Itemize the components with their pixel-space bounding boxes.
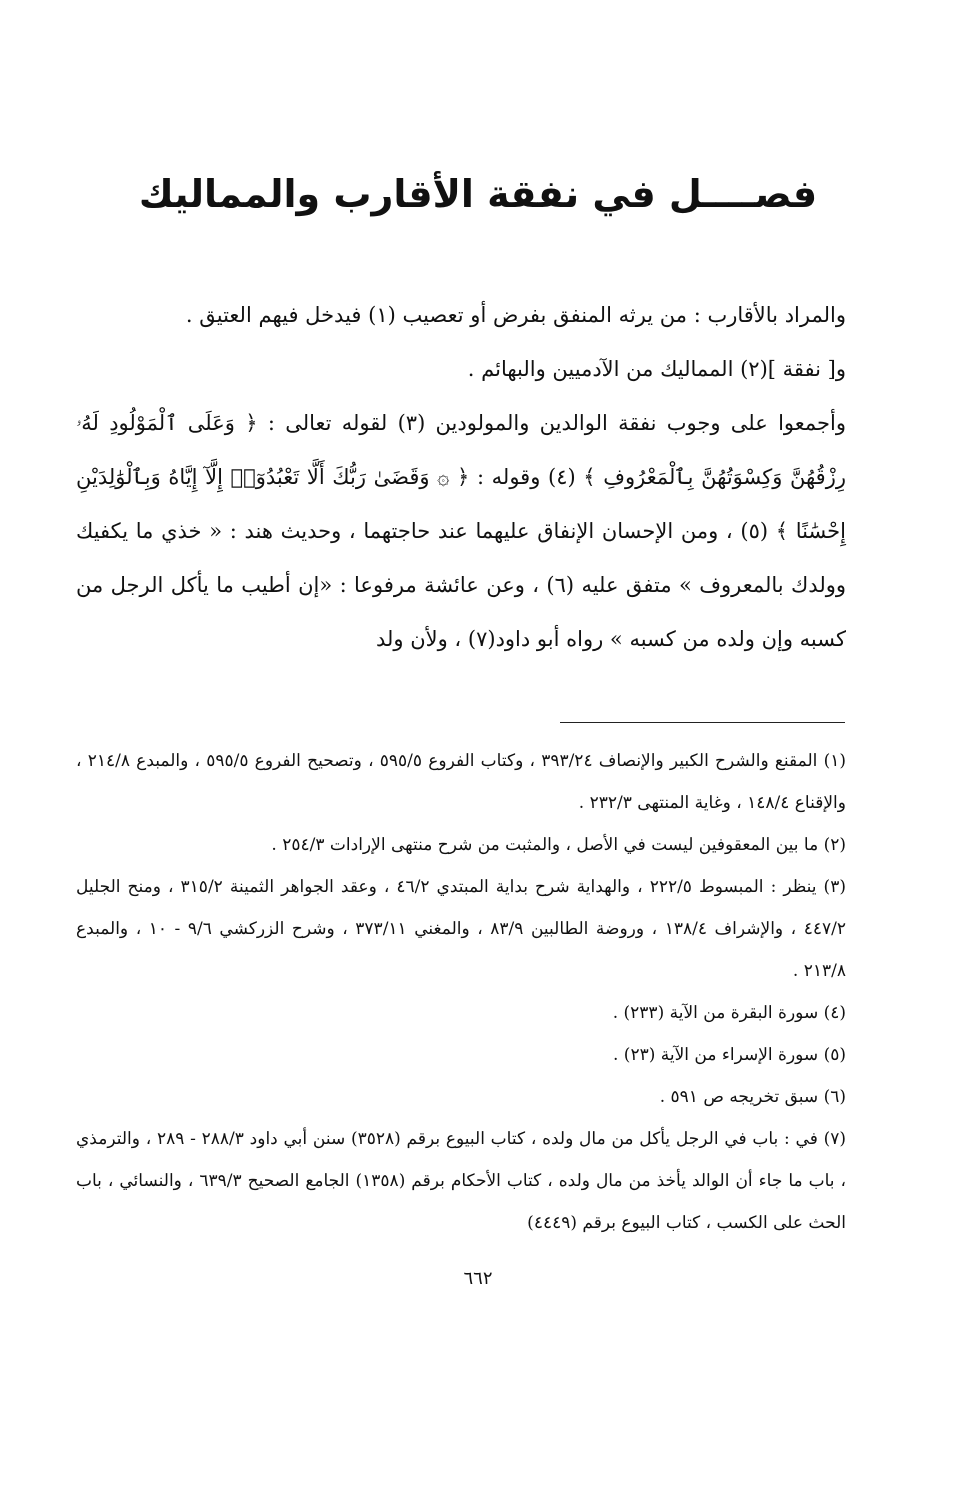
footnote-5: (٥) سورة الإسراء من الآية (٢٣) . (613, 1045, 846, 1065)
footnote-7: (٧) في : باب في الرجل يأكل من مال ولده ، كتاب البيوع برقم (٣٥٢٨) سنن أبي داود ٢٨٨/٣ - ٢٨٩ ، والترمذي ، باب ما جاء أن الوالد يأخذ من مال ولده ، كتاب الأحكام برقم (١٣٥٨) الجامع الصحيح ٦٣٩/٣ ، والنسائي ، باب الحث على الكسب ، كتاب البيوع برقم (٤٤٤٩) (76, 1129, 846, 1233)
footnote-separator (560, 722, 845, 723)
footnote-1: (١) المقنع والشرح الكبير والإنصاف ٣٩٣/٢٤ ، وكتاب الفروع ٥٩٥/٥ ، وتصحيح الفروع ٥٩٥/٥ ، والمبدع ٢١٤/٨ ، والإقناع ١٤٨/٤ ، وغاية المنتهى ٢٣٢/٣ . (76, 751, 846, 813)
chapter-title: فصــــل في نفقة الأقارب والمماليك (138, 172, 818, 216)
footnote-4: (٤) سورة البقرة من الآية (٢٣٣) . (612, 1003, 846, 1023)
footnotes (76, 740, 846, 1244)
body-text (76, 288, 846, 666)
paragraph-1: والمراد بالأقارب : من يرثه المنفق بفرض أو تعصيب (١) فيدخل فيهم العتيق . (185, 303, 846, 327)
paragraph-3: وأجمعوا على وجوب نفقة الوالدين والمولودين (٣) لقوله تعالى : ﴿ وَعَلَى ٱلْمَوْلُودِ لَهُۥ رِزْقُهُنَّ وَكِسْوَتُهُنَّ بِٱلْمَعْرُوفِ ﴾ (٤) وقوله : ﴿ ۞ وَقَضَىٰ رَبُّكَ أَلَّا تَعْبُدُوٓا۟ إِلَّآ إِيَّاهُ وَبِٱلْوَٰلِدَيْنِ إِحْسَٰنًا ﴾ (٥) ، ومن الإحسان الإنفاق عليهما عند حاجتهما ، وحديث هند : « خذي ما يكفيك وولدك بالمعروف » متفق عليه (٦) ، وعن عائشة مرفوعا : «إن أطيب ما يأكل الرجل من كسبه وإن ولده من كسبه » رواه أبو داود(٧) ، ولأن ولد (76, 411, 847, 651)
footnote-6: (٦) سبق تخريجه ص ٥٩١ . (659, 1087, 846, 1107)
paragraph-2: و[ نفقة ](٢) المماليك من الآدميين والبهائم . (467, 357, 846, 381)
footnote-3: (٣) ينظر : المبسوط ٢٢٢/٥ ، والهداية شرح بداية المبتدي ٤٦/٢ ، وعقد الجواهر الثمينة ٣١٥/٢ ، ومنح الجليل ٤٤٧/٢ ، والإشراف ١٣٨/٤ ، وروضة الطالبين ٨٣/٩ ، والمغني ٣٧٣/١١ ، وشرح الزركشي ٩/٦ - ١٠ ، والمبدع ٢١٣/٨ . (76, 877, 846, 981)
page-number: ٦٦٢ (463, 1268, 493, 1289)
footnote-2: (٢) ما بين المعقوفين ليست في الأصل ، والمثبت من شرح منتهى الإرادات ٢٥٤/٣ . (271, 835, 846, 855)
